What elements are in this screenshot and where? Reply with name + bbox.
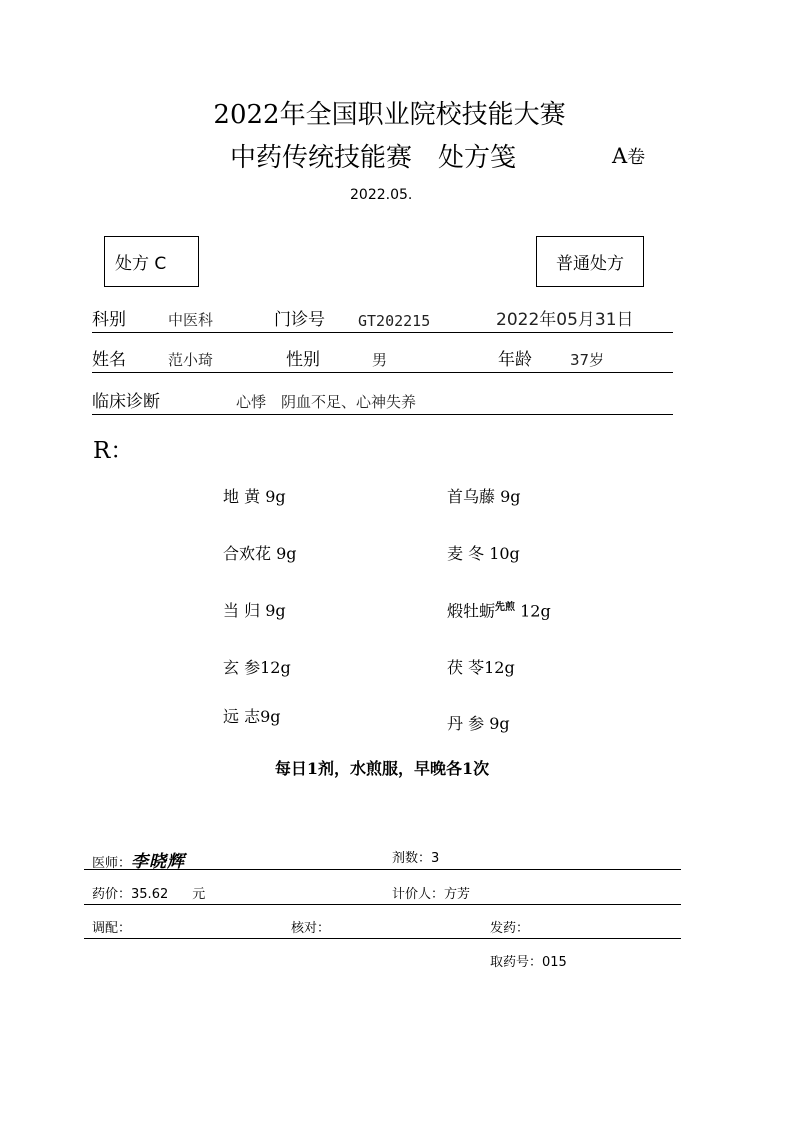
volume-label	[612, 143, 645, 169]
diagnosis-label: 临床诊断	[92, 392, 160, 412]
herb-item	[223, 484, 286, 507]
herb-dose: 9g	[489, 714, 510, 733]
subtitle-form: 处方笺	[438, 143, 517, 173]
info-row-diagnosis	[92, 390, 673, 415]
volume-letter: A	[612, 144, 628, 168]
herb-name: 首乌藤	[447, 487, 496, 506]
price-value: 35.62	[131, 887, 169, 902]
clinic-no-label: 门诊号	[274, 310, 325, 330]
herb-item	[223, 541, 297, 564]
herb-name: 远 志	[223, 707, 261, 726]
visit-date: 2022年05月31日	[496, 310, 634, 330]
age-value: 37岁	[570, 351, 605, 369]
herb-item	[447, 655, 515, 678]
herb-name: 茯 苓	[447, 658, 485, 677]
herb-note: 先煎	[495, 602, 516, 613]
herb-dose: 9g	[265, 487, 286, 506]
herb-name: 地 黄	[223, 487, 261, 506]
footer-divider	[84, 904, 681, 905]
clinic-no-value: GT202215	[358, 312, 431, 330]
page-subtitle	[230, 137, 516, 174]
info-row-name	[92, 348, 673, 373]
rx-symbol: R：	[93, 438, 134, 464]
pricer-label: 计价人：	[392, 887, 445, 902]
footer-divider	[84, 938, 681, 939]
header-date: 2022.05.	[350, 187, 413, 203]
diagnosis-value: 心悸 阴血不足、心神失养	[236, 393, 417, 411]
pricer-field	[392, 883, 470, 902]
footer-divider	[84, 869, 681, 870]
pickup-label: 取药号：	[490, 955, 543, 970]
herb-dose: 9g	[265, 601, 286, 620]
herb-dose: 9g	[500, 487, 521, 506]
pickup-field	[490, 951, 567, 970]
herb-item	[223, 655, 291, 678]
gender-value: 男	[372, 351, 388, 369]
herb-name: 当 归	[223, 601, 261, 620]
herb-item	[447, 541, 520, 564]
usage-instructions: 每日1剂，水煎服，早晚各1次	[274, 759, 490, 778]
herb-name: 煅牡蛎	[447, 601, 496, 621]
herb-name: 合欢花	[223, 544, 272, 563]
price-label: 药价：	[92, 887, 132, 902]
dispense-label: 调配：	[92, 921, 132, 936]
herb-dose: 10g	[489, 544, 520, 563]
check-label: 核对：	[291, 921, 331, 936]
dept-value: 中医科	[168, 311, 214, 329]
herb-dose: 9g	[260, 707, 281, 726]
prescription-type-box: 普通处方	[536, 236, 644, 287]
subtitle-competition: 中药传统技能赛	[230, 143, 413, 173]
issue-label: 发药：	[490, 921, 530, 936]
herb-dose: 12g	[520, 601, 551, 621]
herb-item	[447, 598, 551, 621]
gender-label: 性别	[286, 350, 320, 370]
doses-field	[392, 847, 439, 866]
doctor-label: 医师：	[92, 856, 132, 871]
doses-value: 3	[431, 851, 440, 866]
pricer-value: 方芳	[444, 887, 471, 902]
prescription-code-box: 处方 C	[104, 236, 199, 287]
herb-dose: 9g	[276, 544, 297, 563]
name-label: 姓名	[92, 350, 126, 370]
name-value: 范小琦	[168, 351, 214, 369]
doses-label: 剂数：	[392, 851, 432, 866]
herb-name: 玄 参	[223, 658, 261, 677]
herb-item	[447, 711, 510, 734]
price-unit: 元	[192, 887, 206, 902]
dept-label: 科别	[92, 310, 126, 330]
page-title: 2022年全国职业院校技能大赛	[213, 100, 566, 130]
price-field	[92, 883, 205, 902]
herb-item	[223, 598, 286, 621]
herb-dose: 12g	[484, 658, 515, 677]
herb-item	[447, 484, 521, 507]
herb-name: 丹 参	[447, 714, 485, 733]
pickup-value: 015	[542, 955, 567, 970]
herb-item	[223, 704, 281, 727]
volume-suffix: 卷	[627, 147, 646, 168]
age-label: 年龄	[498, 350, 532, 370]
info-row-department	[92, 308, 673, 333]
doctor-signature: 李晓辉	[131, 852, 186, 872]
herb-name: 麦 冬	[447, 544, 485, 563]
herb-dose: 12g	[260, 658, 291, 677]
